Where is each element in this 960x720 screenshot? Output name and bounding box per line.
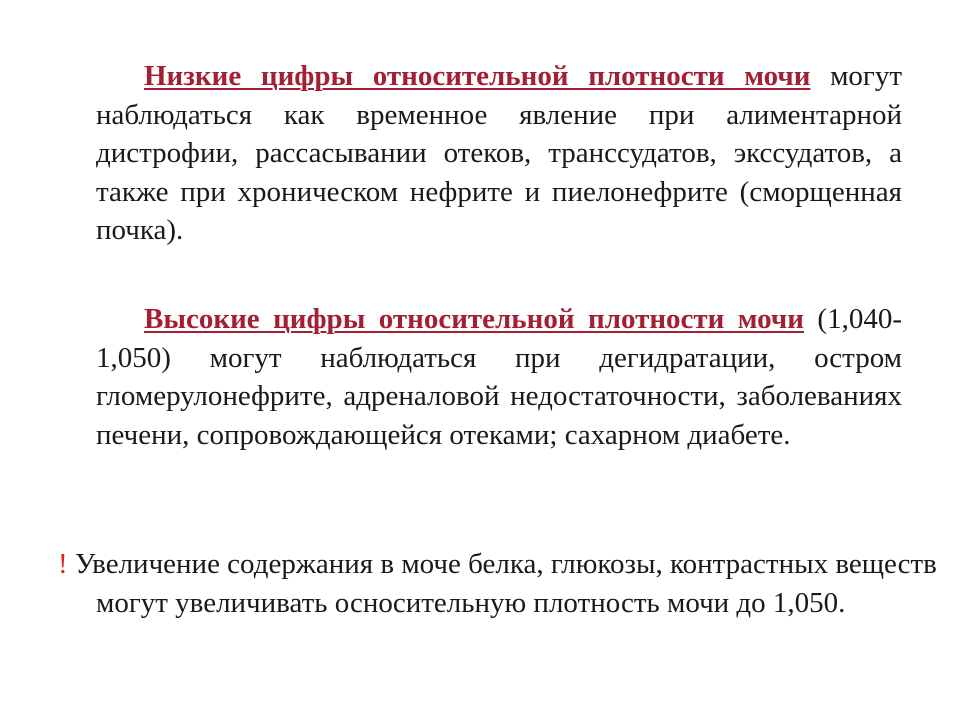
paragraph-heading-low-density: Низкие цифры относительной плотности мочи — [144, 60, 811, 92]
paragraph-body-low-density: могут наблюдаться как временное явление при алиментарной дистрофии, рассасывании отеков, транссудатов, экссудатов, а также при хроническом нефрите и пиелонефрите (сморщенная почка). — [96, 60, 902, 246]
exclamation-icon: ! — [58, 548, 68, 580]
note-paragraph — [58, 545, 946, 622]
paragraph-heading-high-density: Высокие цифры относительной плотности мочи — [144, 303, 804, 335]
paragraph-body-high-density: (1,040-1,050) могут наблюдаться при дегидратации, остром гломерулонефрите, адреналовой недостаточности, заболеваниях печени, сопровождающейся отеками; сахарном диабете. — [96, 303, 902, 451]
note-text: Увеличение содержания в моче белка, глюкозы, контрастных веществ могут увеличивать осноcительную плотность мочи до 1,050. — [74, 548, 937, 619]
paragraph-low-density — [96, 57, 902, 250]
paragraph-high-density — [96, 300, 902, 454]
